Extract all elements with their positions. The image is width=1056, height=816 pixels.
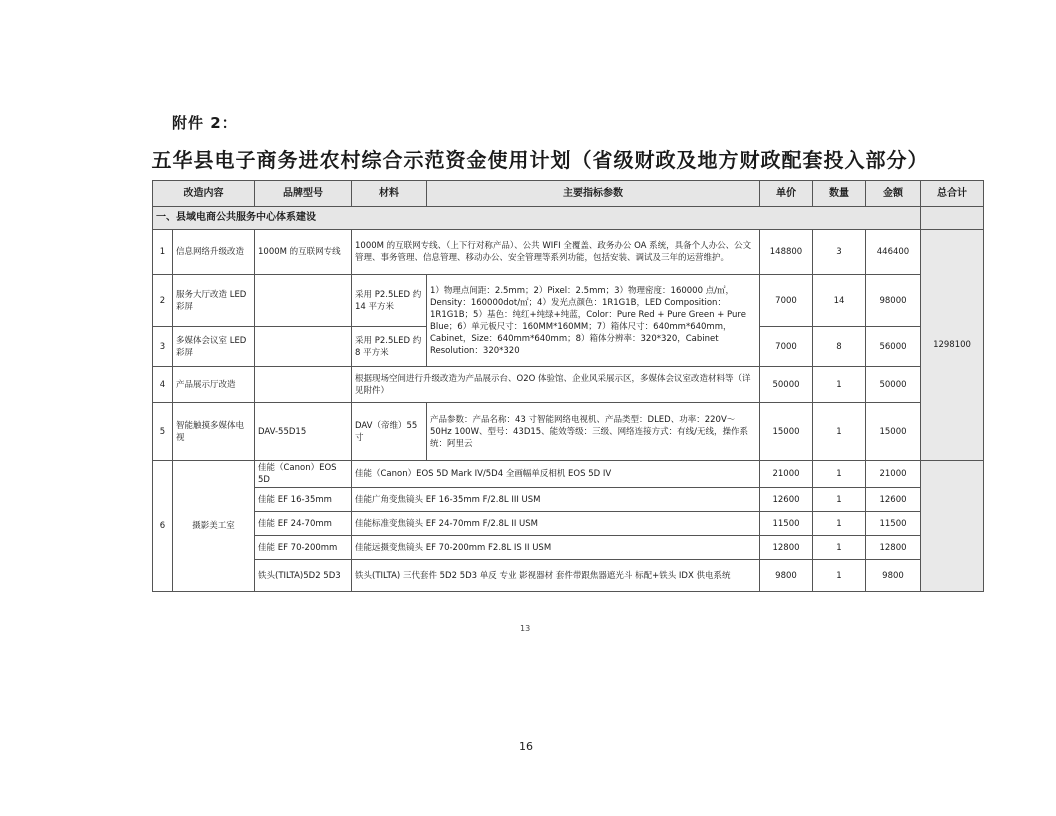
brand-cell: 1000M 的互联网专线 [255, 230, 352, 275]
col-header: 总合计 [921, 181, 984, 207]
col-header: 主要指标参数 [427, 181, 760, 207]
col-header: 材料 [352, 181, 427, 207]
amount-cell: 12800 [866, 536, 921, 560]
col-header: 金额 [866, 181, 921, 207]
spec-cell: 1000M 的互联网专线、（上下行对称产品）、公共 WIFI 全覆盖、政务办公 OA 系统，具备个人办公、公文管理、事务管理、信息管理、移动办公、安全管理等系列功能，包括安装、调试及三年的运营维护。 [352, 230, 760, 275]
col-header: 品牌型号 [255, 181, 352, 207]
brand-cell: 佳能 EF 24-70mm [255, 512, 352, 536]
table-row [153, 536, 984, 560]
price-cell: 9800 [760, 560, 813, 592]
price-cell: 148800 [760, 230, 813, 275]
qty-cell: 1 [813, 367, 866, 403]
spec-cell: 佳能广角变焦镜头 EF 16-35mm F/2.8L III USM [352, 488, 760, 512]
table-row [153, 275, 984, 327]
content-cell: 摄影美工室 [173, 461, 255, 592]
content-cell: 服务大厅改造 LED 彩屏 [173, 275, 255, 327]
brand-cell: DAV-55D15 [255, 403, 352, 461]
qty-cell: 8 [813, 327, 866, 367]
brand-cell [255, 327, 352, 367]
grand-total: 1298100 [921, 230, 984, 461]
led-spec-cell: 1）物理点间距：2.5mm；2）Pixel：2.5mm；3）物理密度：160000 点/㎡，Density：160000dot/㎡；4）发光点颜色：1R1G1B，LED Composition：1R1G1B；5）基色：纯红+纯绿+纯蓝，Color：Pure Red + Pure Green + Pure Blue；6）单元板尺寸：160MM*160MM；7）箱体尺寸：640mm*640mm，Cabinet，Size：640mm*640mm；8）箱体分辨率：320*320，Cabinet Resolution：320*320 [427, 275, 760, 367]
funding-plan-table [152, 180, 984, 592]
table-row [153, 512, 984, 536]
material-cell: 采用 P2.5LED 约 8 平方米 [352, 327, 427, 367]
price-cell: 7000 [760, 327, 813, 367]
price-cell: 7000 [760, 275, 813, 327]
amount-cell: 11500 [866, 512, 921, 536]
inner-page-number: 13 [520, 624, 531, 633]
col-header: 单价 [760, 181, 813, 207]
table-row [153, 230, 984, 275]
amount-cell: 12600 [866, 488, 921, 512]
row-index: 1 [153, 230, 173, 275]
price-cell: 12600 [760, 488, 813, 512]
attachment-label: 附件 2： [172, 114, 238, 132]
amount-cell: 9800 [866, 560, 921, 592]
material-cell: 采用 P2.5LED 约 14 平方米 [352, 275, 427, 327]
material-cell: DAV（帝维）55 寸 [352, 403, 427, 461]
table-row [153, 403, 984, 461]
col-header: 改造内容 [153, 181, 255, 207]
price-cell: 11500 [760, 512, 813, 536]
price-cell: 12800 [760, 536, 813, 560]
qty-cell: 1 [813, 560, 866, 592]
qty-cell: 1 [813, 403, 866, 461]
row-index: 6 [153, 461, 173, 592]
table-row [153, 461, 984, 488]
section-title: 一、县域电商公共服务中心体系建设 [153, 207, 921, 230]
section-row [153, 207, 984, 230]
amount-cell: 56000 [866, 327, 921, 367]
spec-cell: 佳能（Canon）EOS 5D Mark IV/5D4 全画幅单反相机 EOS 5D IV [352, 461, 760, 488]
brand-cell: 铁头(TILTA)5D2 5D3 [255, 560, 352, 592]
content-cell: 智能触摸多媒体电视 [173, 403, 255, 461]
qty-cell: 1 [813, 536, 866, 560]
spec-cell: 佳能远摄变焦镜头 EF 70-200mm F2.8L IS II USM [352, 536, 760, 560]
spec-cell: 根据现场空间进行升级改造为产品展示台、O2O 体验馆、企业风采展示区，多媒体会议室改造材料等（详见附件） [352, 367, 760, 403]
qty-cell: 3 [813, 230, 866, 275]
row-index: 5 [153, 403, 173, 461]
amount-cell: 98000 [866, 275, 921, 327]
row-index: 4 [153, 367, 173, 403]
qty-cell: 14 [813, 275, 866, 327]
brand-cell [255, 275, 352, 327]
amount-cell: 50000 [866, 367, 921, 403]
table-row [153, 367, 984, 403]
spec-cell: 佳能标准变焦镜头 EF 24-70mm F/2.8L II USM [352, 512, 760, 536]
page-number: 16 [519, 740, 533, 753]
qty-cell: 1 [813, 488, 866, 512]
row-index: 2 [153, 275, 173, 327]
qty-cell: 1 [813, 512, 866, 536]
content-cell: 产品展示厅改造 [173, 367, 255, 403]
amount-cell: 15000 [866, 403, 921, 461]
price-cell: 50000 [760, 367, 813, 403]
table-cell [921, 461, 984, 592]
table-row [153, 560, 984, 592]
amount-cell: 21000 [866, 461, 921, 488]
qty-cell: 1 [813, 461, 866, 488]
brand-cell: 佳能（Canon）EOS 5D [255, 461, 352, 488]
document-title: 五华县电子商务进农村综合示范资金使用计划（省级财政及地方财政配套投入部分） [151, 148, 929, 172]
brand-cell: 佳能 EF 16-35mm [255, 488, 352, 512]
content-cell: 多媒体会议室 LED 彩屏 [173, 327, 255, 367]
price-cell: 15000 [760, 403, 813, 461]
price-cell: 21000 [760, 461, 813, 488]
brand-cell: 佳能 EF 70-200mm [255, 536, 352, 560]
col-header: 数量 [813, 181, 866, 207]
spec-cell: 产品参数：产品名称：43 寸智能网络电视机、产品类型：DLED、功率：220V～ 50Hz 100W、型号：43D15、能效等级：三级、网络连接方式：有线/无线，操作系统：阿里云 [427, 403, 760, 461]
table-cell [921, 207, 984, 230]
brand-cell [255, 367, 352, 403]
table-header-row [153, 181, 984, 207]
spec-cell: 铁头(TILTA) 三代套件 5D2 5D3 单反 专业 影视器材 套件带跟焦器遮光斗 标配+铁头 IDX 供电系统 [352, 560, 760, 592]
amount-cell: 446400 [866, 230, 921, 275]
content-cell: 信息网络升级改造 [173, 230, 255, 275]
table-row [153, 488, 984, 512]
row-index: 3 [153, 327, 173, 367]
